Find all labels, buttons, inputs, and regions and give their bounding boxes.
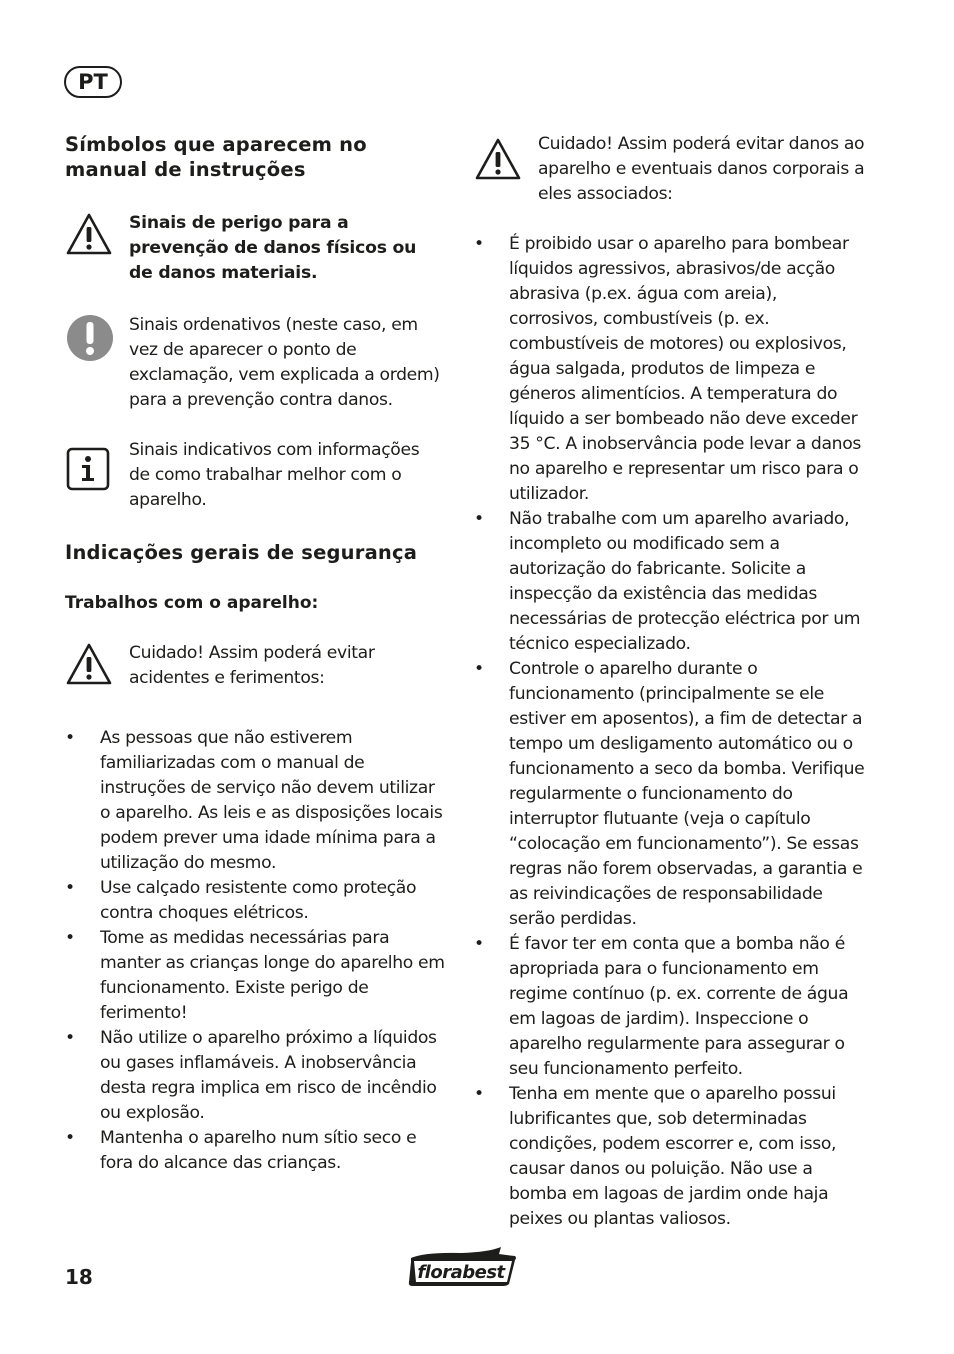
list-item: • Controle o aparelho durante o funcionamento (principalmente se ele estiver em aposentos), a fim de detectar a tempo um desligamento automático ou o funcionamento a seco da bomba. Verifique regularmente o funcionamento do interruptor flutuante (veja o capítulo “colocação em funcionamento”). Se essas regras não forem observadas, a garantia e as reivindicações de responsabilidade serão perdidas. <box>474 657 869 932</box>
list-item: • Tenha em mente que o aparelho possui lubrificantes que, sob determinadas condições, podem escorrer e, com isso, causar danos ou poluição. Não use a bomba em lagoas de jardim onde haja peixes ou plantas valiosos. <box>474 1082 869 1232</box>
page-number: 18 <box>65 1265 93 1289</box>
symbol-danger-text: Sinais de perigo para a prevenção de danos físicos ou de danos materiais. <box>129 213 417 283</box>
right-bullet-list <box>474 232 869 1232</box>
safety-heading: Indicações gerais de segurança <box>65 541 418 564</box>
warning-triangle-icon <box>474 132 538 192</box>
brand-logo <box>405 1244 519 1294</box>
warning-triangle-icon <box>65 211 129 271</box>
list-item: • Não utilize o aparelho próximo a líquidos ou gases inflamáveis. A inobservância desta regra implica em risco de incêndio ou explosão. <box>65 1026 445 1126</box>
caution-text-left: Cuidado! Assim poderá evitar acidentes e ferimentos: <box>129 643 375 688</box>
warning-triangle-icon <box>65 641 129 701</box>
work-subheading: Trabalhos com o aparelho: <box>65 593 319 613</box>
language-badge: PT <box>64 66 122 98</box>
brand-name: florabest <box>417 1262 505 1283</box>
caution-row-left <box>65 641 445 701</box>
symbol-row-info <box>65 438 445 513</box>
list-item: • Mantenha o aparelho num sítio seco e fora do alcance das crianças. <box>65 1126 445 1176</box>
symbol-order-text: Sinais ordenativos (neste caso, em vez de aparecer o ponto de exclamação, vem explicada a ordem) para a prevenção contra danos. <box>129 315 440 410</box>
list-item: • Use calçado resistente como proteção contra choques elétricos. <box>65 876 445 926</box>
symbols-heading: Símbolos que aparecem no manual de instruções <box>65 133 367 181</box>
info-box-icon <box>65 438 129 498</box>
list-item: • É proibido usar o aparelho para bombear líquidos agressivos, abrasivos/de acção abrasiva (p.ex. água com areia), corrosivos, combustíveis (p. ex. combustíveis de motores) ou explosivos, água salgada, produtos de limpeza e géneros alimentícios. A temperatura do líquido a ser bombeado não deve exceder 35 °C. A inobservância pode levar a danos no aparelho e representar um risco para o utilizador. <box>474 232 869 507</box>
list-item: • As pessoas que não estiverem familiarizadas com o manual de instruções de serviço não devem utilizar o aparelho. As leis e as disposições locais podem prever uma idade mínima para a utilização do mesmo. <box>65 726 445 876</box>
list-item: • Tome as medidas necessárias para manter as crianças longe do aparelho em funcionamento. Existe perigo de ferimento! <box>65 926 445 1026</box>
caution-text-right: Cuidado! Assim poderá evitar danos ao aparelho e eventuais danos corporais a eles associados: <box>538 134 865 204</box>
left-bullet-list <box>65 726 445 1176</box>
symbol-row-order <box>65 313 445 413</box>
exclamation-circle-icon <box>65 313 129 373</box>
caution-row-right <box>474 132 869 207</box>
left-column <box>65 132 445 1176</box>
symbol-row-danger <box>65 211 445 286</box>
right-column <box>474 132 869 1232</box>
symbol-info-text: Sinais indicativos com informações de como trabalhar melhor com o aparelho. <box>129 440 420 510</box>
list-item: • Não trabalhe com um aparelho avariado, incompleto ou modificado sem a autorização do fabricante. Solicite a inspecção da existência das medidas necessárias de protecção eléctrica por um técnico especializado. <box>474 507 869 657</box>
list-item: • É favor ter em conta que a bomba não é apropriada para o funcionamento em regime contínuo (p. ex. corrente de água em lagoas de jardim). Inspeccione o aparelho regularmente para assegurar o seu funcionamento perfeito. <box>474 932 869 1082</box>
